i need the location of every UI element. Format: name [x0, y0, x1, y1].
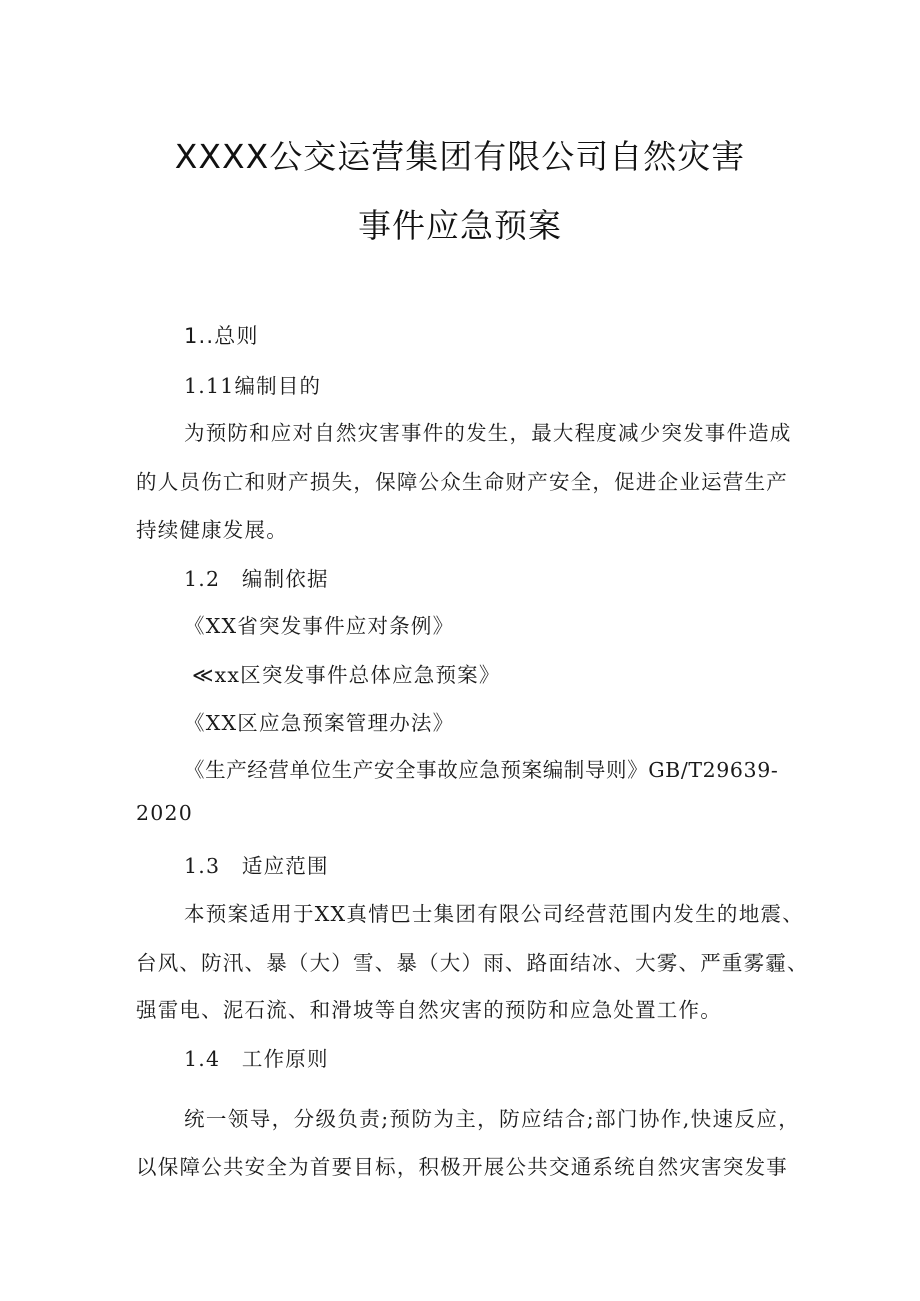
document-title-line-1: XXXX公交运营集团有限公司自然灾害 [174, 137, 746, 176]
section-1-3-heading: 1.3 适应范围 [184, 854, 329, 878]
section-1-4-heading: 1.4 工作原则 [184, 1047, 329, 1071]
section-1-heading: 1..总则 [184, 324, 259, 348]
section-1-4-paragraph-line: 统一领导，分级负责;预防为主，防应结合;部门协作,快速反应， [184, 1107, 800, 1131]
section-1-3-paragraph-line: 台风、防汛、暴（大）雪、暴（大）雨、路面结冰、大雾、严重雾霾、 [136, 951, 809, 975]
section-1-3-paragraph-line: 本预案适用于XX真情巴士集团有限公司经营范围内发生的地震、 [184, 902, 804, 926]
reference-item: ≪xx区突发事件总体应急预案》 [192, 663, 501, 687]
reference-item: 《XX省突发事件应对条例》 [184, 614, 455, 638]
section-1-1-paragraph-line: 的人员伤亡和财产损失，保障公众生命财产安全，促进企业运营生产 [136, 470, 788, 494]
section-1-2-heading: 1.2 编制依据 [184, 567, 329, 591]
section-1-1-paragraph-line: 为预防和应对自然灾害事件的发生，最大程度减少突发事件造成 [184, 421, 792, 445]
reference-item-continuation: 2020 [136, 801, 193, 825]
section-1-1-paragraph-line: 持续健康发展。 [136, 518, 288, 542]
section-1-4-paragraph-line: 以保障公共安全为首要目标，积极开展公共交通系统自然灾害突发事 [136, 1155, 788, 1179]
document-title-line-2: 事件应急预案 [358, 206, 562, 245]
reference-item: 《XX区应急预案管理办法》 [184, 711, 455, 735]
section-1-1-heading: 1.11编制目的 [184, 374, 322, 398]
section-1-3-paragraph-line: 强雷电、泥石流、和滑坡等自然灾害的预防和应急处置工作。 [136, 998, 722, 1022]
reference-item: 《生产经营单位生产安全事故应急预案编制导则》GB/T29639- [184, 758, 779, 782]
